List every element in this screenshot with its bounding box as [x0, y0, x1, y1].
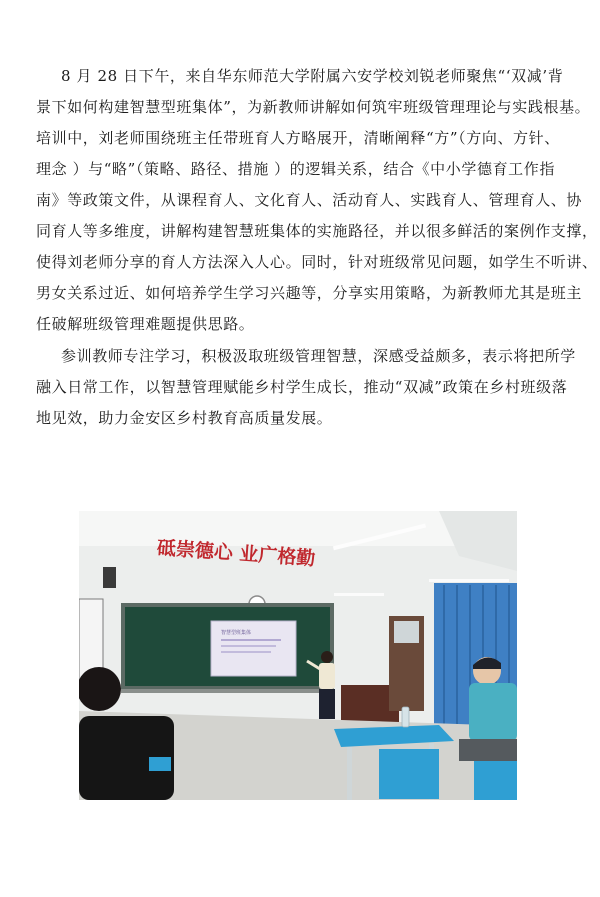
text-line: 南》等政策文件，从课程育人、文化育人、活动育人、实践育人、管理育人、协	[36, 191, 583, 209]
classroom-scene	[79, 511, 517, 800]
text-line: 培训中，刘老师围绕班主任带班育人方略展开，清晰阐释“方”（方向、方针、	[36, 129, 560, 147]
text-line: 任破解班级管理难题提供思路。	[36, 315, 255, 333]
text-line: 同育人等多维度，讲解构建智慧班集体的实施路径，并以很多鲜活的案例作支撑，	[36, 222, 598, 240]
text-line: 8 月 28 日下午，来自华东师范大学附属六安学校刘锐老师聚焦“‘双减’背	[61, 67, 564, 85]
text-line: 融入日常工作，以智慧管理赋能乡村学生成长，推动“双减”政策在乡村班级落	[36, 378, 568, 396]
text-line: 参训教师专注学习，积极汲取班级管理智慧，深感受益颇多，表示将把所学	[61, 347, 576, 365]
text-line: 地见效，助力金安区乡村教育高质量发展。	[36, 409, 333, 427]
screen-title: 智慧型班集体	[221, 630, 252, 636]
wall-slogan: 砥崇德心 业广格勤	[156, 536, 317, 571]
text-line: 男女关系过近、如何培养学生学习兴趣等，分享实用策略，为新教师尤其是班主	[36, 284, 583, 302]
classroom-photo	[79, 511, 517, 800]
text-line: 景下如何构建智慧型班集体”，为新教师讲解如何筑牢班级管理理论与实践根基。	[36, 98, 591, 116]
text-line: 使得刘老师分享的育人方法深入人心。同时，针对班级常见问题，如学生不听讲、	[36, 253, 598, 271]
text-line: 理念 ）与“略”（策略、路径、措施 ）的逻辑关系，结合《中小学德育工作指	[36, 160, 555, 178]
